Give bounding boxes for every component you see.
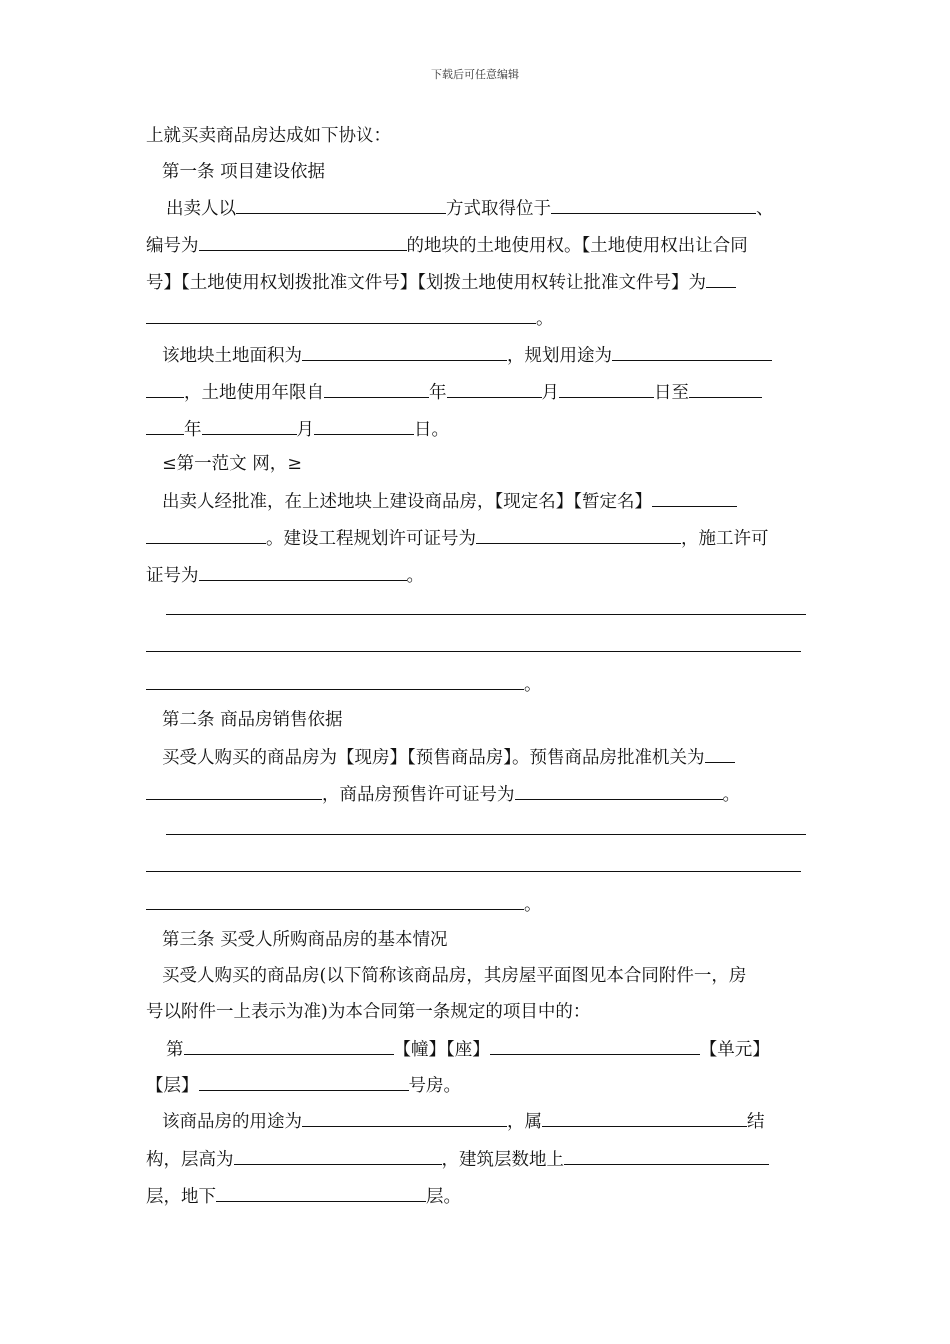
blank-field[interactable]	[314, 417, 414, 435]
blank-line[interactable]	[146, 871, 801, 872]
blank-field[interactable]	[202, 417, 297, 435]
article3-text: 买受人购买的商品房(以下简称该商品房，其房屋平面图见本合同附件一，房	[162, 966, 747, 986]
article1-text: 。	[406, 566, 424, 586]
article1-line10	[146, 563, 424, 585]
article1-text: 该地块土地面积为	[162, 346, 302, 366]
blank-field[interactable]	[199, 563, 407, 581]
article1-line8	[162, 489, 737, 511]
article1-text: 的地块的土地使用权。【土地使用权出让合同	[406, 236, 748, 256]
blank-field[interactable]	[199, 233, 407, 251]
article1-text: 。	[536, 309, 554, 329]
blank-field[interactable]	[146, 672, 524, 690]
article1-text: ，规划用途为	[507, 346, 612, 366]
blank-field[interactable]	[146, 417, 184, 435]
blank-field[interactable]	[652, 489, 737, 507]
article3-text: 【单元】	[699, 1040, 770, 1060]
article1-text: 。建设工程规划许可证号为	[266, 529, 476, 549]
article3-line7	[146, 1184, 461, 1206]
blank-field[interactable]	[476, 526, 681, 544]
site-mark-text: ≤第一范文 网，≥	[162, 454, 302, 474]
blank-field[interactable]	[542, 1109, 747, 1127]
blank-field[interactable]	[184, 1037, 394, 1055]
blank-field[interactable]	[324, 380, 429, 398]
blank-field[interactable]	[689, 380, 762, 398]
blank-field[interactable]	[515, 782, 723, 800]
article1-line7	[146, 417, 449, 439]
article1-text: 日。	[414, 420, 449, 440]
article3-line6	[146, 1147, 769, 1169]
blank-field[interactable]	[234, 1147, 442, 1165]
article2-text: 。	[722, 785, 740, 805]
article3-line3	[166, 1037, 770, 1059]
article2-title	[162, 709, 343, 731]
article1-line6	[146, 380, 762, 402]
article1-text: ，施工许可	[681, 529, 769, 549]
article1-text: 日至	[654, 383, 689, 403]
article2-text: 买受人购买的商品房为【现房】【预售商品房】。预售商品房批准机关为	[162, 748, 705, 768]
blank-field[interactable]	[216, 1184, 426, 1202]
article1-text: 出卖人以	[166, 199, 236, 219]
blank-field[interactable]	[236, 196, 446, 214]
blank-field[interactable]	[302, 343, 507, 361]
article2-title-text: 第二条 商品房销售依据	[162, 710, 343, 730]
article1-line2	[146, 233, 748, 255]
article3-text: 【层】	[146, 1076, 199, 1096]
article3-line5	[162, 1109, 765, 1131]
article3-text: ，建筑层数地上	[441, 1150, 564, 1170]
article1-text: 方式取得位于	[446, 199, 551, 219]
article1-line1	[166, 196, 774, 218]
article1-text: ，土地使用年限自	[184, 383, 324, 403]
article3-title-text: 第三条 买受人所购商品房的基本情况	[162, 930, 448, 950]
article2-text: ，商品房预售许可证号为	[322, 785, 515, 805]
article2-blank-end	[146, 892, 542, 914]
article1-text: 年	[184, 420, 202, 440]
blank-field[interactable]	[302, 1109, 507, 1127]
article1-text: 年	[429, 383, 447, 403]
article3-line4	[146, 1073, 461, 1095]
article3-line1	[162, 965, 746, 987]
article1-line9	[146, 526, 769, 548]
article2-text: 。	[524, 895, 542, 915]
blank-line[interactable]	[166, 614, 806, 615]
article1-line5	[162, 343, 772, 365]
article3-title	[162, 929, 448, 951]
article1-blank-end	[146, 672, 542, 694]
intro-text: 上就买卖商品房达成如下协议：	[146, 126, 391, 146]
blank-field[interactable]	[705, 745, 735, 763]
article1-line3	[146, 270, 736, 292]
article3-text: 号以附件一上表示为准)为本合同第一条规定的项目中的：	[146, 1002, 591, 1022]
article3-text: 结	[747, 1112, 765, 1132]
article3-text: 第	[166, 1040, 184, 1060]
blank-field[interactable]	[612, 343, 772, 361]
article1-line4	[146, 306, 554, 328]
article2-line2	[146, 782, 740, 804]
article3-text: 构，层高为	[146, 1150, 234, 1170]
blank-field[interactable]	[447, 380, 542, 398]
intro-line	[146, 125, 391, 147]
article1-text: 编号为	[146, 236, 199, 256]
article1-text: 月	[296, 420, 314, 440]
blank-field[interactable]	[146, 380, 184, 398]
article1-text: 号】【土地使用权划拨批准文件号】【划拨土地使用权转让批准文件号】为	[146, 273, 706, 293]
header-note: 下载后可任意编辑	[431, 68, 519, 81]
blank-field[interactable]	[551, 196, 756, 214]
blank-line[interactable]	[146, 651, 801, 652]
blank-line[interactable]	[166, 834, 806, 835]
blank-field[interactable]	[564, 1147, 769, 1165]
article3-text: 该商品房的用途为	[162, 1112, 302, 1132]
blank-field[interactable]	[199, 1073, 409, 1091]
blank-field[interactable]	[559, 380, 654, 398]
article1-text: 出卖人经批准，在上述地块上建设商品房，【现定名】【暂定名】	[162, 492, 652, 512]
blank-field[interactable]	[490, 1037, 700, 1055]
article3-text: 号房。	[408, 1076, 461, 1096]
article3-text: 【幢】【座】	[393, 1040, 490, 1060]
article1-text: 。	[524, 675, 542, 695]
article1-text: 证号为	[146, 566, 199, 586]
article2-line1	[162, 745, 735, 767]
blank-field[interactable]	[146, 306, 536, 324]
article1-title	[162, 161, 325, 183]
article1-text: 、	[756, 199, 774, 219]
article3-text: ，属	[507, 1112, 542, 1132]
article3-text: 层。	[426, 1187, 461, 1207]
blank-field[interactable]	[706, 270, 736, 288]
article3-line2	[146, 1001, 590, 1023]
blank-field[interactable]	[146, 526, 266, 544]
article1-title-text: 第一条 项目建设依据	[162, 162, 326, 182]
article1-text: 月	[541, 383, 559, 403]
site-mark	[162, 453, 302, 475]
blank-field[interactable]	[146, 892, 524, 910]
blank-field[interactable]	[146, 782, 322, 800]
article3-text: 层，地下	[146, 1187, 216, 1207]
